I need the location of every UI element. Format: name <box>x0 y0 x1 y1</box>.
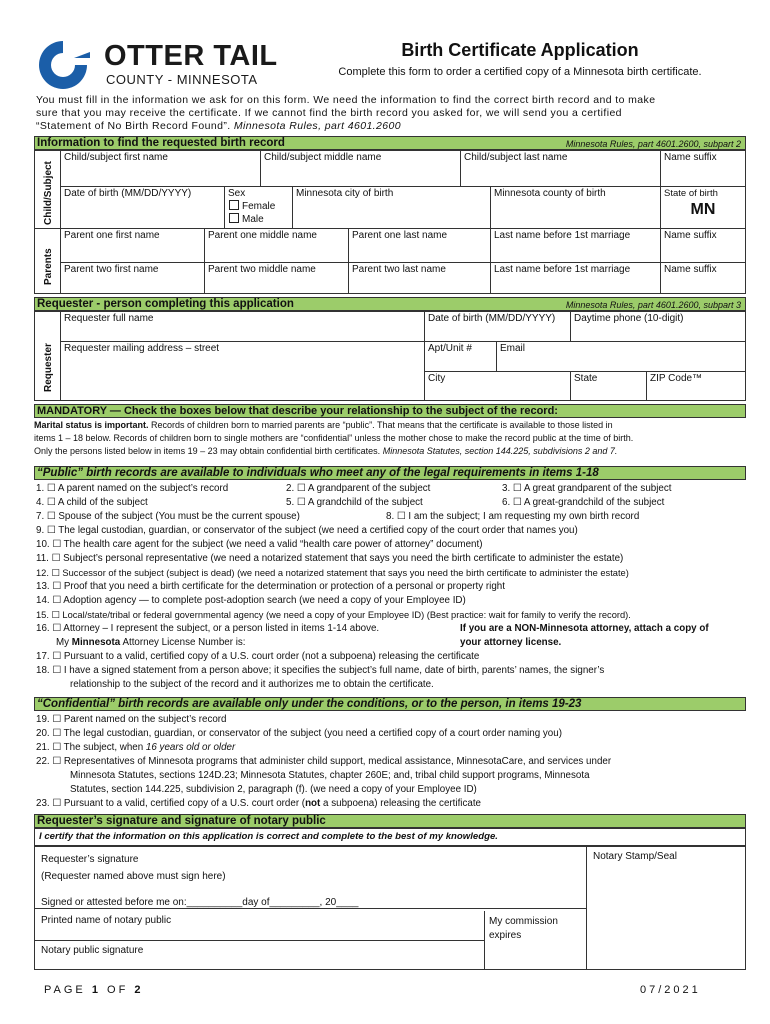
logo-title: OTTER TAIL <box>104 40 278 72</box>
requester-address-field[interactable]: Requester mailing address – street <box>61 342 425 400</box>
parent1-before-marriage-field[interactable]: Last name before 1st marriage <box>491 229 661 263</box>
commission-expires-field[interactable]: My commission expires <box>485 911 587 969</box>
confidential-items <box>34 713 746 811</box>
parent1-middle-field[interactable]: Parent one middle name <box>205 229 349 263</box>
item-5[interactable]: 5. ☐ A grandchild of the subject <box>286 497 423 508</box>
female-checkbox[interactable] <box>229 200 239 210</box>
side-label-child: Child/Subject <box>43 161 54 225</box>
requester-zip-field[interactable]: ZIP Code™ <box>650 373 703 384</box>
notary-stamp-field[interactable]: Notary Stamp/Seal <box>593 851 677 862</box>
item-4[interactable]: 4. ☐ A child of the subject <box>36 497 148 508</box>
section-rule: Minnesota Rules, part 4601.2600, subpart 3 <box>565 300 741 310</box>
intro-line-3: “Statement of No Birth Record Found”. Minnesota Rules, part 4601.2600 <box>36 120 401 132</box>
child-dob-field[interactable]: Date of birth (MM/DD/YYYY) <box>61 187 225 229</box>
parent2-last-field[interactable]: Parent two last name <box>349 263 491 293</box>
requester-city-field[interactable]: City <box>425 372 571 400</box>
item-8[interactable]: 8. ☐ I am the subject; I am requesting my own birth record <box>386 511 640 522</box>
item-7[interactable]: 7. ☐ Spouse of the subject (You must be the current spouse) <box>36 511 300 522</box>
form-date: 07/2021 <box>640 984 701 996</box>
requester-signature-field[interactable]: Requester’s signature (Requester named above must sign here) <box>35 847 587 909</box>
item-16[interactable]: 16. ☐ Attorney – I represent the subject, or a person listed in items 1-14 above. <box>36 623 380 634</box>
item-16-note-2: your attorney license. <box>460 637 562 648</box>
certify-statement: I certify that the information on this application is correct and complete to the best of my knowledge. <box>34 828 746 846</box>
item-17[interactable]: 17. ☐ Pursuant to a valid, certified copy of a U.S. court order (not a subpoena) releasing the certificate <box>36 651 480 662</box>
side-label-requester: Requester <box>43 343 54 392</box>
section-title: Requester - person completing this application <box>37 298 294 310</box>
parent1-last-field[interactable]: Parent one last name <box>349 229 491 263</box>
item-14[interactable]: 14. ☐ Adoption agency — to complete post-adoption search (we need a copy of your Employee ID) <box>36 595 466 606</box>
side-label-parents: Parents <box>43 248 54 285</box>
item-2[interactable]: 2. ☐ A grandparent of the subject <box>286 483 431 494</box>
form-title: Birth Certificate Application <box>401 40 639 60</box>
item-9[interactable]: 9. ☐ The legal custodian, guardian, or conservator of the subject (we need a certified copy of the court order that names you) <box>36 525 578 536</box>
requester-dob-field[interactable]: Date of birth (MM/DD/YYYY) <box>425 312 571 342</box>
item-6[interactable]: 6. ☐ A great-grandchild of the subject <box>502 497 665 508</box>
item-1[interactable]: 1. ☐ A parent named on the subject’s record <box>36 483 229 494</box>
parent2-before-marriage-field[interactable]: Last name before 1st marriage <box>491 263 661 293</box>
item-13[interactable]: 13. ☐ Proof that you need a birth certificate for the determination or protection of a personal or property right <box>36 581 505 592</box>
attorney-license-label: My Minnesota Attorney License Number is: <box>56 637 246 648</box>
requester-state-field[interactable]: State <box>571 372 647 400</box>
notary-signature-field[interactable]: Notary public signature <box>35 941 485 969</box>
requester-apt-field[interactable]: Apt/Unit # <box>425 342 497 372</box>
birth-record-grid <box>34 150 746 294</box>
item-12[interactable]: 12. ☐ Successor of the subject (subject is dead) (we need a notarized statement that says you need the birth certificate to administer the estate) <box>36 568 629 578</box>
parent1-suffix-field[interactable]: Name suffix <box>661 229 745 263</box>
item-18-line-2: relationship to the subject of the record and it authorizes me to obtain the certificate. <box>70 679 434 690</box>
item-3[interactable]: 3. ☐ A great grandparent of the subject <box>502 483 672 494</box>
mandatory-text: Marital status is important. Records of children born to married parents are “public”. That means that the certificate is available to those listed in items 1 – 18 below. Records of children born to single mothers are “confidential” unless the mother chose to make the record public at the time of birth. Only the persons listed below in items 19 – 23 may obtain confidential birth certificates. Minnesota Statutes, section 144.225, subdivisions 2 and 7. <box>34 420 634 456</box>
child-sex-field[interactable]: Sex Female Male <box>225 187 293 229</box>
signature-header: Requester’s signature and signature of notary public <box>34 814 746 828</box>
item-15[interactable]: 15. ☐ Local/state/tribal or federal governmental agency (we need a copy of your Employee ID) (Best practice: wait for family to verify the record). <box>36 610 631 620</box>
requester-phone-field[interactable]: Daytime phone (10-digit) <box>571 312 745 342</box>
intro-text <box>36 94 746 133</box>
child-first-name-field[interactable]: Child/subject first name <box>61 151 261 187</box>
item-18[interactable]: 18. ☐ I have a signed statement from a person above; it specifies the subject’s full name, date of birth, parents’ names, the signer’s <box>36 665 605 676</box>
requester-name-field[interactable]: Requester full name <box>61 312 425 342</box>
child-suffix-field[interactable]: Name suffix <box>661 151 745 187</box>
section-title: Information to find the requested birth record <box>37 137 285 149</box>
public-records-header: “Public” birth records are available to individuals who meet any of the legal requirements in items 1-18 <box>34 466 746 480</box>
item-23[interactable]: 23. ☐ Pursuant to a valid, certified copy of a U.S. court order (not a subpoena) releasing the certificate <box>36 798 481 809</box>
item-21[interactable]: 21. ☐ The subject, when 16 years old or older <box>36 742 236 753</box>
child-state-field: State of birth MN <box>661 187 745 229</box>
item-20[interactable]: 20. ☐ The legal custodian, guardian, or conservator of the subject (you need a certified copy of a court order naming you) <box>36 728 562 739</box>
signature-grid <box>34 846 746 970</box>
confidential-records-header: “Confidential” birth records are available only under the conditions, or to the person, in items 19-23 <box>34 697 746 711</box>
item-16-note: If you are a NON-Minnesota attorney, attach a copy of <box>460 623 709 634</box>
parent2-middle-field[interactable]: Parent two middle name <box>205 263 349 293</box>
form-subtitle: Complete this form to order a certified copy of a Minnesota birth certificate. <box>338 66 702 78</box>
item-22-line-2: Minnesota Statutes, sections 124D.23; Minnesota Statutes, chapter 260E; and, tribal child support programs, Minnesota <box>70 770 590 781</box>
item-19[interactable]: 19. ☐ Parent named on the subject’s record <box>36 714 227 725</box>
requester-email-field[interactable]: Email <box>497 342 745 372</box>
public-items <box>34 482 746 692</box>
child-last-name-field[interactable]: Child/subject last name <box>461 151 661 187</box>
section-rule: Minnesota Rules, part 4601.2600, subpart 2 <box>565 139 741 149</box>
section-birth-record-header <box>34 136 746 150</box>
child-city-field[interactable]: Minnesota city of birth <box>293 187 491 229</box>
child-middle-name-field[interactable]: Child/subject middle name <box>261 151 461 187</box>
item-10[interactable]: 10. ☐ The health care agent for the subject (we need a valid “health care power of attorney” document) <box>36 539 483 550</box>
section-requester-header <box>34 297 746 311</box>
requester-grid <box>34 311 746 401</box>
page-number: PAGE 1 OF 2 <box>44 984 144 996</box>
notary-printed-name-field[interactable]: Printed name of notary public <box>35 911 485 941</box>
intro-line-1: You must fill in the information we ask for on this form. We need the information to find the correct birth record and to make <box>36 94 656 106</box>
parent1-first-field[interactable]: Parent one first name <box>61 229 205 263</box>
logo-subtitle: COUNTY - MINNESOTA <box>106 72 258 87</box>
mandatory-header: MANDATORY — Check the boxes below that describe your relationship to the subject of the record: <box>34 404 746 418</box>
item-11[interactable]: 11. ☐ Subject’s personal representative (we need a notarized statement that says you need the birth certificate to administer the estate) <box>36 553 624 564</box>
attested-date-line[interactable]: Signed or attested before me on:__________day of_________, 20____ <box>41 897 359 908</box>
intro-line-2: sure that you may receive the certificate. If we cannot find the birth record you asked for, we will send you a certified <box>36 107 622 119</box>
item-22-line-3: Statutes, section 144.225, subdivision 2, paragraph (f). (we need a copy of your Employee ID) <box>70 784 477 795</box>
parent2-suffix-field[interactable]: Name suffix <box>664 264 717 275</box>
otter-tail-logo-icon <box>36 38 102 94</box>
parent2-first-field[interactable]: Parent two first name <box>61 263 205 293</box>
item-22[interactable]: 22. ☐ Representatives of Minnesota programs that administer child support, medical assistance, MinnesotaCare, and services under <box>36 756 612 767</box>
child-county-field[interactable]: Minnesota county of birth <box>491 187 661 229</box>
male-checkbox[interactable] <box>229 213 239 223</box>
